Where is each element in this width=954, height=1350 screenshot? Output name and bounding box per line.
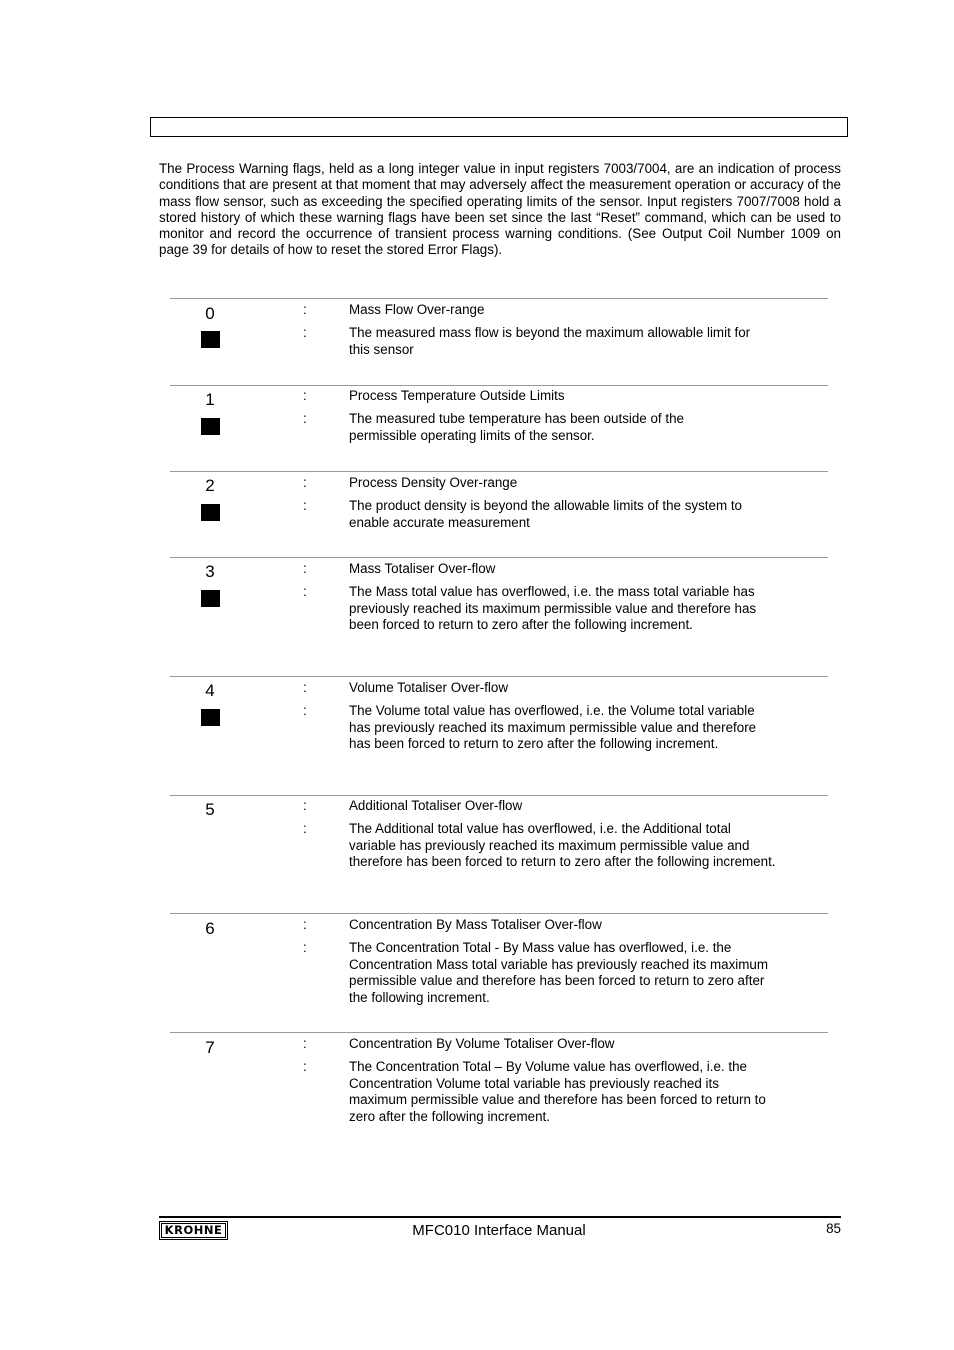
- divider: [170, 795, 828, 796]
- flag-title: Mass Flow Over-range: [349, 302, 485, 317]
- flag-description: The Mass total value has overflowed, i.e. the mass total variable has previously reached its maximum permissible value and therefore has been forced to return to zero after the following increment.: [349, 584, 757, 632]
- bit-number: 0: [205, 304, 215, 323]
- page-number: 85: [826, 1221, 841, 1236]
- flag-title: Mass Totaliser Over-flow: [349, 561, 496, 576]
- flag-description: The product density is beyond the allowable limits of the system to enable accurate measurement: [349, 498, 742, 530]
- divider: [170, 298, 828, 299]
- flag-title: Volume Totaliser Over-flow: [349, 680, 509, 695]
- divider: [170, 557, 828, 558]
- intro-paragraph: The Process Warning flags, held as a long integer value in input registers 7003/7004, are an indication of process conditions that are present at that moment that may adversely affect the measurement operation or accuracy of the mass flow sensor, such as exceeding the specified operating limits of the sensor. Input registers 7007/7008 hold a stored history of which these warning flags have been set since the last “Reset” command, which can be used to monitor and record the occurrence of transient process warning conditions. (See Output Coil Number 1009 on page 39 for details of how to reset the stored Error Flags).: [159, 161, 841, 258]
- divider: [170, 471, 828, 472]
- divider: [170, 1032, 828, 1033]
- flag-description: The measured mass flow is beyond the maximum allowable limit for this sensor: [349, 325, 751, 357]
- bit-number: 6: [205, 919, 215, 938]
- colon: :: [303, 498, 307, 513]
- flag-description: The Concentration Total – By Volume value has overflowed, i.e. the Concentration Volume total variable has previously reached its maximum permissible value and therefore has been forced to return to zero after the following increment.: [349, 1059, 766, 1124]
- bit-number: 4: [205, 681, 215, 700]
- colon: :: [303, 475, 307, 490]
- colon: :: [303, 1059, 307, 1074]
- colon: :: [303, 561, 307, 576]
- divider: [170, 385, 828, 386]
- flag-title: Process Density Over-range: [349, 475, 518, 490]
- colon: :: [303, 940, 307, 955]
- flag-description: The measured tube temperature has been outside of the permissible operating limits of the sensor.: [349, 411, 684, 443]
- bit-number: 1: [205, 390, 215, 409]
- colon: :: [303, 1036, 307, 1051]
- bit-marker: [201, 331, 220, 348]
- bit-marker: [201, 504, 220, 521]
- bit-number: 5: [205, 800, 215, 819]
- flag-description: The Additional total value has overflowed, i.e. the Additional total variable has previously reached its maximum permissible value and therefore has been forced to return to zero after the following increment.: [349, 821, 776, 869]
- divider: [170, 913, 828, 914]
- colon: :: [303, 411, 307, 426]
- colon: :: [303, 821, 307, 836]
- flag-title: Concentration By Volume Totaliser Over-flow: [349, 1036, 615, 1051]
- divider: [170, 676, 828, 677]
- colon: :: [303, 325, 307, 340]
- flag-description: The Volume total value has overflowed, i.e. the Volume total variable has previously reached its maximum permissible value and therefore has been forced to return to zero after the following increment.: [349, 703, 757, 751]
- section-header-box: [150, 117, 848, 137]
- bit-marker: [201, 709, 220, 726]
- footer-rule: [159, 1216, 841, 1218]
- colon: :: [303, 302, 307, 317]
- logo-text: KROHNE: [161, 1223, 226, 1238]
- colon: :: [303, 680, 307, 695]
- colon: :: [303, 703, 307, 718]
- colon: :: [303, 798, 307, 813]
- colon: :: [303, 584, 307, 599]
- bit-number: 2: [205, 476, 215, 495]
- flag-title: Process Temperature Outside Limits: [349, 388, 565, 403]
- flag-description: The Concentration Total - By Mass value has overflowed, i.e. the Concentration Mass total variable has previously reached its maximum permissible value and therefore has been forced to return to zero after the following increment.: [349, 940, 769, 1005]
- flag-title: Concentration By Mass Totaliser Over-flow: [349, 917, 602, 932]
- bit-marker: [201, 418, 220, 435]
- bit-number: 3: [205, 562, 215, 581]
- bit-number: 7: [205, 1038, 215, 1057]
- colon: :: [303, 917, 307, 932]
- colon: :: [303, 388, 307, 403]
- flag-title: Additional Totaliser Over-flow: [349, 798, 523, 813]
- bit-marker: [201, 590, 220, 607]
- footer-title: MFC010 Interface Manual: [412, 1222, 586, 1239]
